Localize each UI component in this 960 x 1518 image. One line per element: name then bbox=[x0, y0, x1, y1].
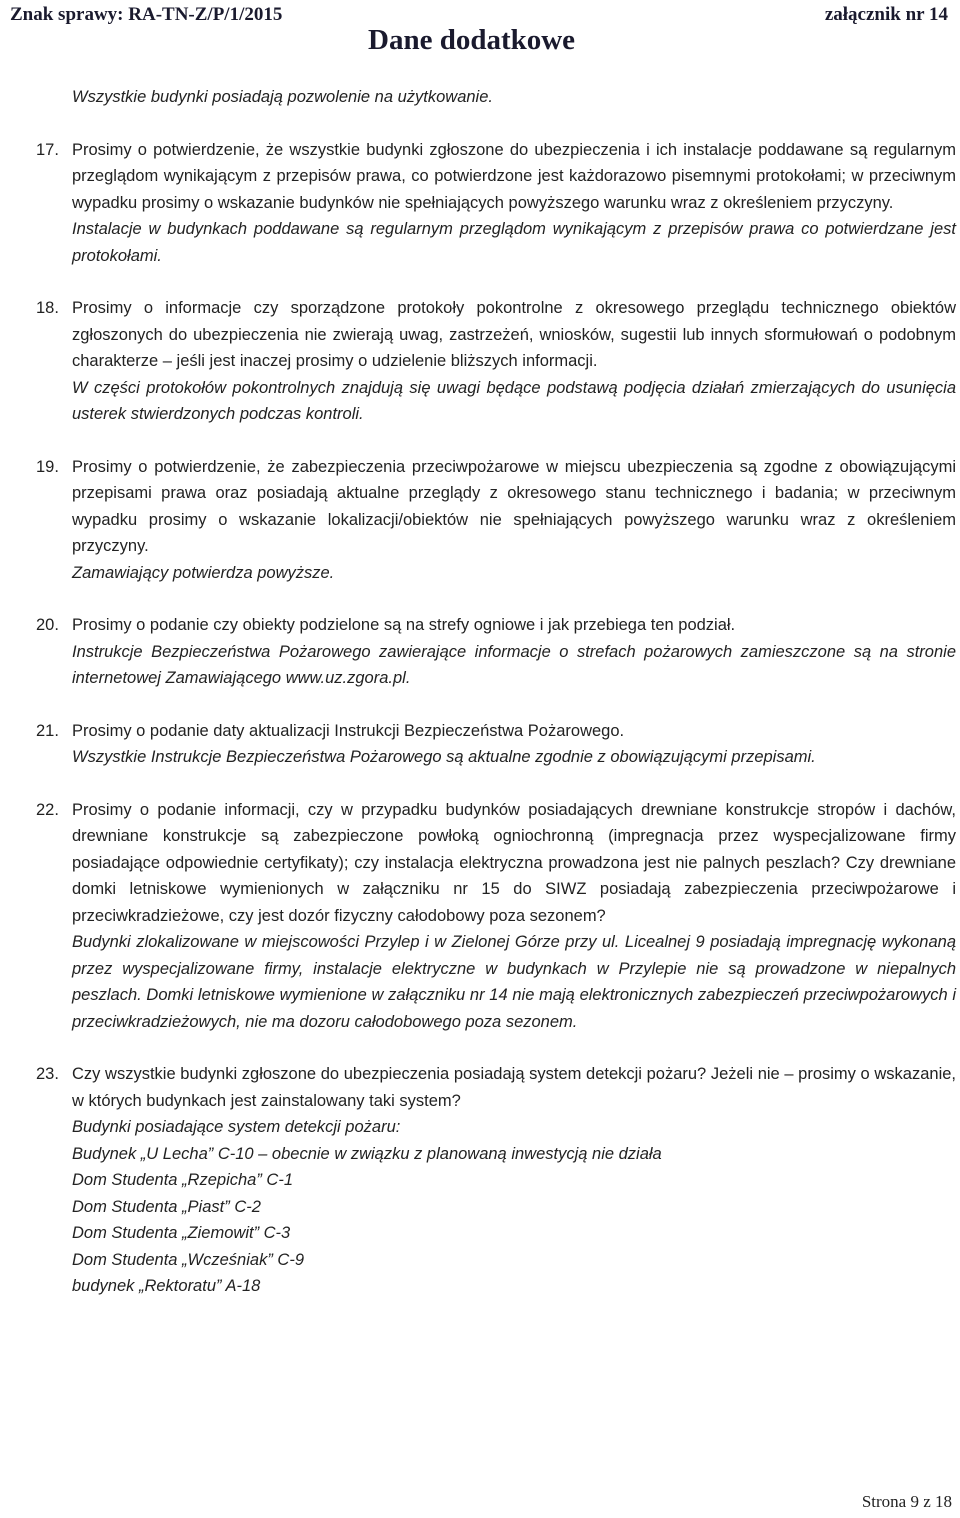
answer-line: Budynek „U Lecha” C-10 – obecnie w związku z planowaną inwestycją nie działa bbox=[72, 1144, 662, 1163]
answer-text: Zamawiający potwierdza powyższe. bbox=[72, 563, 335, 582]
attachment-label: załącznik nr 14 bbox=[824, 4, 948, 25]
question-number: 20. bbox=[36, 616, 59, 634]
question-17 bbox=[0, 137, 960, 270]
intro-answer: Wszystkie budynki posiadają pozwolenie na użytkowanie. bbox=[72, 88, 493, 106]
case-number: Znak sprawy: RA-TN-Z/P/1/2015 bbox=[10, 4, 283, 25]
question-number: 19. bbox=[36, 457, 59, 476]
answer-text: Wszystkie Instrukcje Bezpieczeństwa Pożarowego są aktualne zgodnie z obowiązującymi przepisami. bbox=[72, 748, 816, 766]
question-text: Prosimy o potwierdzenie, że zabezpieczenia przeciwpożarowe w miejscu ubezpieczenia są zgodne z obowiązującymi przepisami prawa oraz posiadają aktualne przeglądy z okresowego stanu technicznego i badania; w przeciwnym wypadku prosimy o wskazanie lokalizacji/obiektów nie spełniających powyższego warunku wraz z określeniem przyczyny. bbox=[72, 457, 956, 555]
question-number: 18. bbox=[36, 299, 59, 317]
page-title: Dane dodatkowe bbox=[368, 24, 576, 56]
page-header bbox=[0, 0, 960, 70]
question-text: Czy wszystkie budynki zgłoszone do ubezpieczenia posiadają system detekcji pożaru? Jeżeli nie – prosimy o wskazanie, w których budynkach jest zainstalowany taki system? bbox=[72, 1065, 956, 1110]
question-20 bbox=[0, 612, 960, 692]
answer-text: Instrukcje Bezpieczeństwa Pożarowego zawierające informacje o strefach pożarowych zamieszczone są na stronie internetowej Zamawiającego www.uz.zgora.pl. bbox=[72, 642, 956, 687]
question-23 bbox=[0, 1061, 960, 1300]
question-text: Prosimy o podanie informacji, czy w przypadku budynków posiadających drewniane konstrukcje stropów i dachów, drewniane konstrukcje są zabezpieczone powłoką ogniochronną (impregnacja przez wyspecjalizowane firmy posiadające odpowiednie certyfikaty); czy instalacja elektryczna prowadzona jest nie palnych peszlach? Czy drewniane domki letniskowe wymienionych w załączniku nr 15 do SIWZ posiadają zabezpieczenia przeciwpożarowe i przeciwkradzieżowe, czy jest dozór fizyczny całodobowy poza sezonem? bbox=[72, 800, 956, 925]
document-body bbox=[0, 84, 960, 1300]
question-number: 21. bbox=[36, 721, 59, 740]
question-number: 17. bbox=[36, 140, 59, 159]
answer-line: Dom Studenta „Piast” C-2 bbox=[72, 1197, 261, 1216]
question-text: Prosimy o informacje czy sporządzone protokoły pokontrolne z okresowego przeglądu technicznego obiektów zgłoszonych do ubezpieczenia nie zwierają uwag, zastrzeżeń, wniosków, sugestii lub innych sformułowań o podobnym charakterze – jeśli jest inaczej prosimy o udzielenie bliższych informacji. bbox=[72, 299, 956, 370]
page-number: Strona 9 z 18 bbox=[861, 1492, 952, 1511]
answer-line: Budynki posiadające system detekcji pożaru: bbox=[72, 1118, 401, 1136]
question-number: 22. bbox=[36, 800, 59, 819]
question-21 bbox=[0, 718, 960, 771]
question-text: Prosimy o podanie czy obiekty podzielone są na strefy ogniowe i jak przebiega ten podział. bbox=[72, 616, 736, 634]
question-text: Prosimy o podanie daty aktualizacji Instrukcji Bezpieczeństwa Pożarowego. bbox=[72, 721, 625, 740]
answer-line: Dom Studenta „Ziemowit” C-3 bbox=[72, 1224, 291, 1242]
answer-text: Instalacje w budynkach poddawane są regularnym przeglądom wynikającym z przepisów prawa co potwierdzane jest protokołami. bbox=[72, 220, 956, 265]
question-18 bbox=[0, 295, 960, 428]
question-19 bbox=[0, 454, 960, 587]
answer-text: W części protokołów pokontrolnych znajdują się uwagi będące podstawą podjęcia działań zmierzających do usunięcia usterek stwierdzonych podczas kontroli. bbox=[72, 378, 956, 423]
question-number: 23. bbox=[36, 1065, 59, 1083]
question-22 bbox=[0, 797, 960, 1036]
question-text: Prosimy o potwierdzenie, że wszystkie budynki zgłoszone do ubezpieczenia i ich instalacje poddawane są regularnym przeglądom wynikającym z przepisów prawa, co potwierdzone jest każdorazowo pisemnymi protokołami; w przeciwnym wypadku prosimy o wskazanie budynków nie spełniających powyższego warunku wraz z określeniem przyczyny. bbox=[72, 140, 956, 212]
answer-text: Budynki zlokalizowane w miejscowości Przylep i w Zielonej Górze przy ul. Licealnej 9 posiadają impregnację wykonaną przez wyspecjalizowane firmy, instalacje elektryczne w budynkach w Przylepie nie są prowadzone w niepalnych peszlach. Domki letniskowe wymienione w załączniku nr 14 nie mają elektronicznych zabezpieczeń przeciwpożarowych i przeciwkradzieżowych, nie ma dozoru całodobowego poza sezonem. bbox=[72, 933, 956, 1031]
answer-line: budynek „Rektoratu” A-18 bbox=[72, 1277, 261, 1295]
answer-line: Dom Studenta „Rzepicha” C-1 bbox=[72, 1171, 294, 1189]
answer-line: Dom Studenta „Wcześniak” C-9 bbox=[72, 1250, 304, 1269]
